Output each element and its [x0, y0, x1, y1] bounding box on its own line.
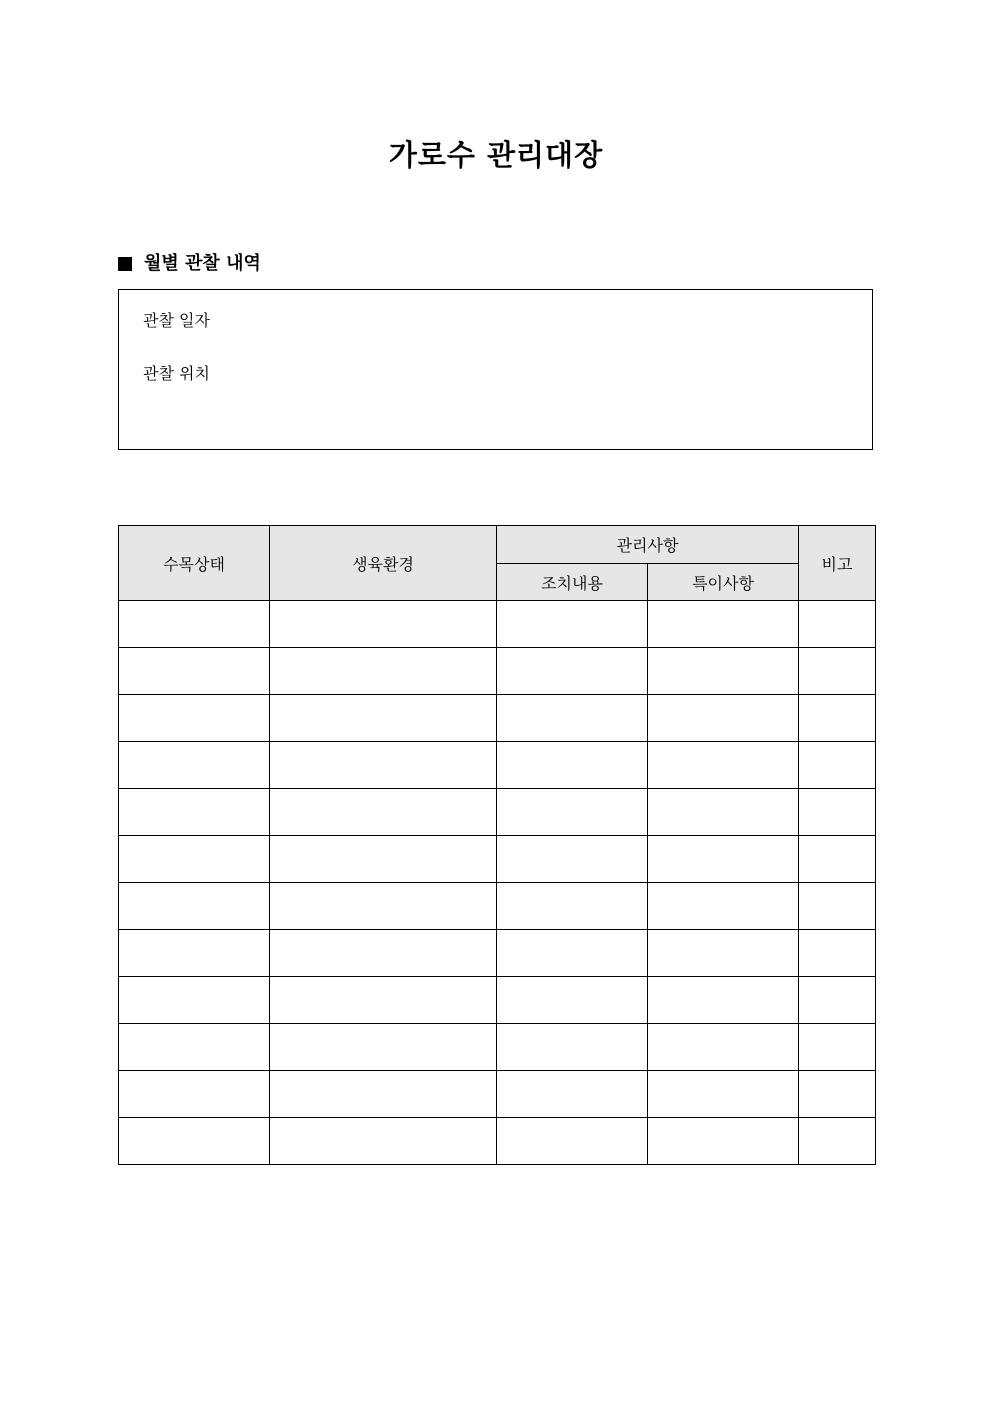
header-tree-condition: 수목상태: [119, 526, 270, 601]
notes-cell[interactable]: [648, 883, 799, 930]
growth-environment-cell[interactable]: [270, 789, 497, 836]
observation-date-label: 관찰 일자: [143, 311, 210, 330]
table-row: [119, 977, 876, 1024]
tree-condition-cell[interactable]: [119, 977, 270, 1024]
tree-condition-cell[interactable]: [119, 601, 270, 648]
table-row: [119, 789, 876, 836]
header-management: 관리사항: [497, 526, 799, 564]
table-row: [119, 695, 876, 742]
growth-environment-cell[interactable]: [270, 601, 497, 648]
table-row: [119, 1071, 876, 1118]
action-cell[interactable]: [497, 1071, 648, 1118]
notes-cell[interactable]: [648, 977, 799, 1024]
header-notes: 특이사항: [648, 564, 799, 601]
remarks-cell[interactable]: [799, 977, 876, 1024]
square-bullet-icon: [118, 257, 132, 271]
tree-condition-cell[interactable]: [119, 648, 270, 695]
remarks-cell[interactable]: [799, 1071, 876, 1118]
table-row: [119, 930, 876, 977]
tree-condition-cell[interactable]: [119, 930, 270, 977]
observation-location-row: [143, 363, 218, 385]
action-cell[interactable]: [497, 1118, 648, 1165]
document-title: 가로수 관리대장: [388, 138, 604, 172]
notes-cell[interactable]: [648, 1118, 799, 1165]
tree-condition-cell[interactable]: [119, 883, 270, 930]
notes-cell[interactable]: [648, 648, 799, 695]
growth-environment-cell[interactable]: [270, 742, 497, 789]
observation-date-row: [143, 310, 218, 332]
action-cell[interactable]: [497, 648, 648, 695]
action-cell[interactable]: [497, 789, 648, 836]
tree-condition-cell[interactable]: [119, 836, 270, 883]
notes-cell[interactable]: [648, 601, 799, 648]
header-growth-environment: 생육환경: [270, 526, 497, 601]
observation-location-label: 관찰 위치: [143, 364, 210, 383]
header-action: 조치내용: [497, 564, 648, 601]
remarks-cell[interactable]: [799, 601, 876, 648]
growth-environment-cell[interactable]: [270, 836, 497, 883]
action-cell[interactable]: [497, 742, 648, 789]
observation-info-box: [118, 289, 873, 450]
notes-cell[interactable]: [648, 789, 799, 836]
table-row: [119, 1118, 876, 1165]
remarks-cell[interactable]: [799, 695, 876, 742]
tree-condition-cell[interactable]: [119, 1071, 270, 1118]
tree-condition-cell[interactable]: [119, 742, 270, 789]
table-row: [119, 836, 876, 883]
growth-environment-cell[interactable]: [270, 977, 497, 1024]
growth-environment-cell[interactable]: [270, 1024, 497, 1071]
tree-condition-cell[interactable]: [119, 1024, 270, 1071]
table-row: [119, 648, 876, 695]
table-row: [119, 601, 876, 648]
notes-cell[interactable]: [648, 836, 799, 883]
action-cell[interactable]: [497, 977, 648, 1024]
section-heading: [118, 251, 261, 277]
remarks-cell[interactable]: [799, 883, 876, 930]
remarks-cell[interactable]: [799, 836, 876, 883]
growth-environment-cell[interactable]: [270, 930, 497, 977]
action-cell[interactable]: [497, 695, 648, 742]
growth-environment-cell[interactable]: [270, 1071, 497, 1118]
action-cell[interactable]: [497, 930, 648, 977]
remarks-cell[interactable]: [799, 789, 876, 836]
notes-cell[interactable]: [648, 695, 799, 742]
tree-condition-cell[interactable]: [119, 789, 270, 836]
notes-cell[interactable]: [648, 742, 799, 789]
growth-environment-cell[interactable]: [270, 1118, 497, 1165]
notes-cell[interactable]: [648, 1024, 799, 1071]
table-row: [119, 1024, 876, 1071]
tree-condition-cell[interactable]: [119, 695, 270, 742]
growth-environment-cell[interactable]: [270, 695, 497, 742]
action-cell[interactable]: [497, 1024, 648, 1071]
notes-cell[interactable]: [648, 930, 799, 977]
remarks-cell[interactable]: [799, 1024, 876, 1071]
header-remarks: 비고: [799, 526, 876, 601]
notes-cell[interactable]: [648, 1071, 799, 1118]
remarks-cell[interactable]: [799, 742, 876, 789]
growth-environment-cell[interactable]: [270, 648, 497, 695]
table-row: [119, 883, 876, 930]
action-cell[interactable]: [497, 883, 648, 930]
action-cell[interactable]: [497, 836, 648, 883]
table-body: [119, 601, 876, 1165]
action-cell[interactable]: [497, 601, 648, 648]
section-heading-text: 월별 관찰 내역: [144, 253, 261, 274]
remarks-cell[interactable]: [799, 648, 876, 695]
tree-condition-cell[interactable]: [119, 1118, 270, 1165]
remarks-cell[interactable]: [799, 1118, 876, 1165]
table-row: [119, 742, 876, 789]
growth-environment-cell[interactable]: [270, 883, 497, 930]
remarks-cell[interactable]: [799, 930, 876, 977]
management-log-table: [118, 525, 876, 1165]
table-header-row: [119, 526, 876, 564]
